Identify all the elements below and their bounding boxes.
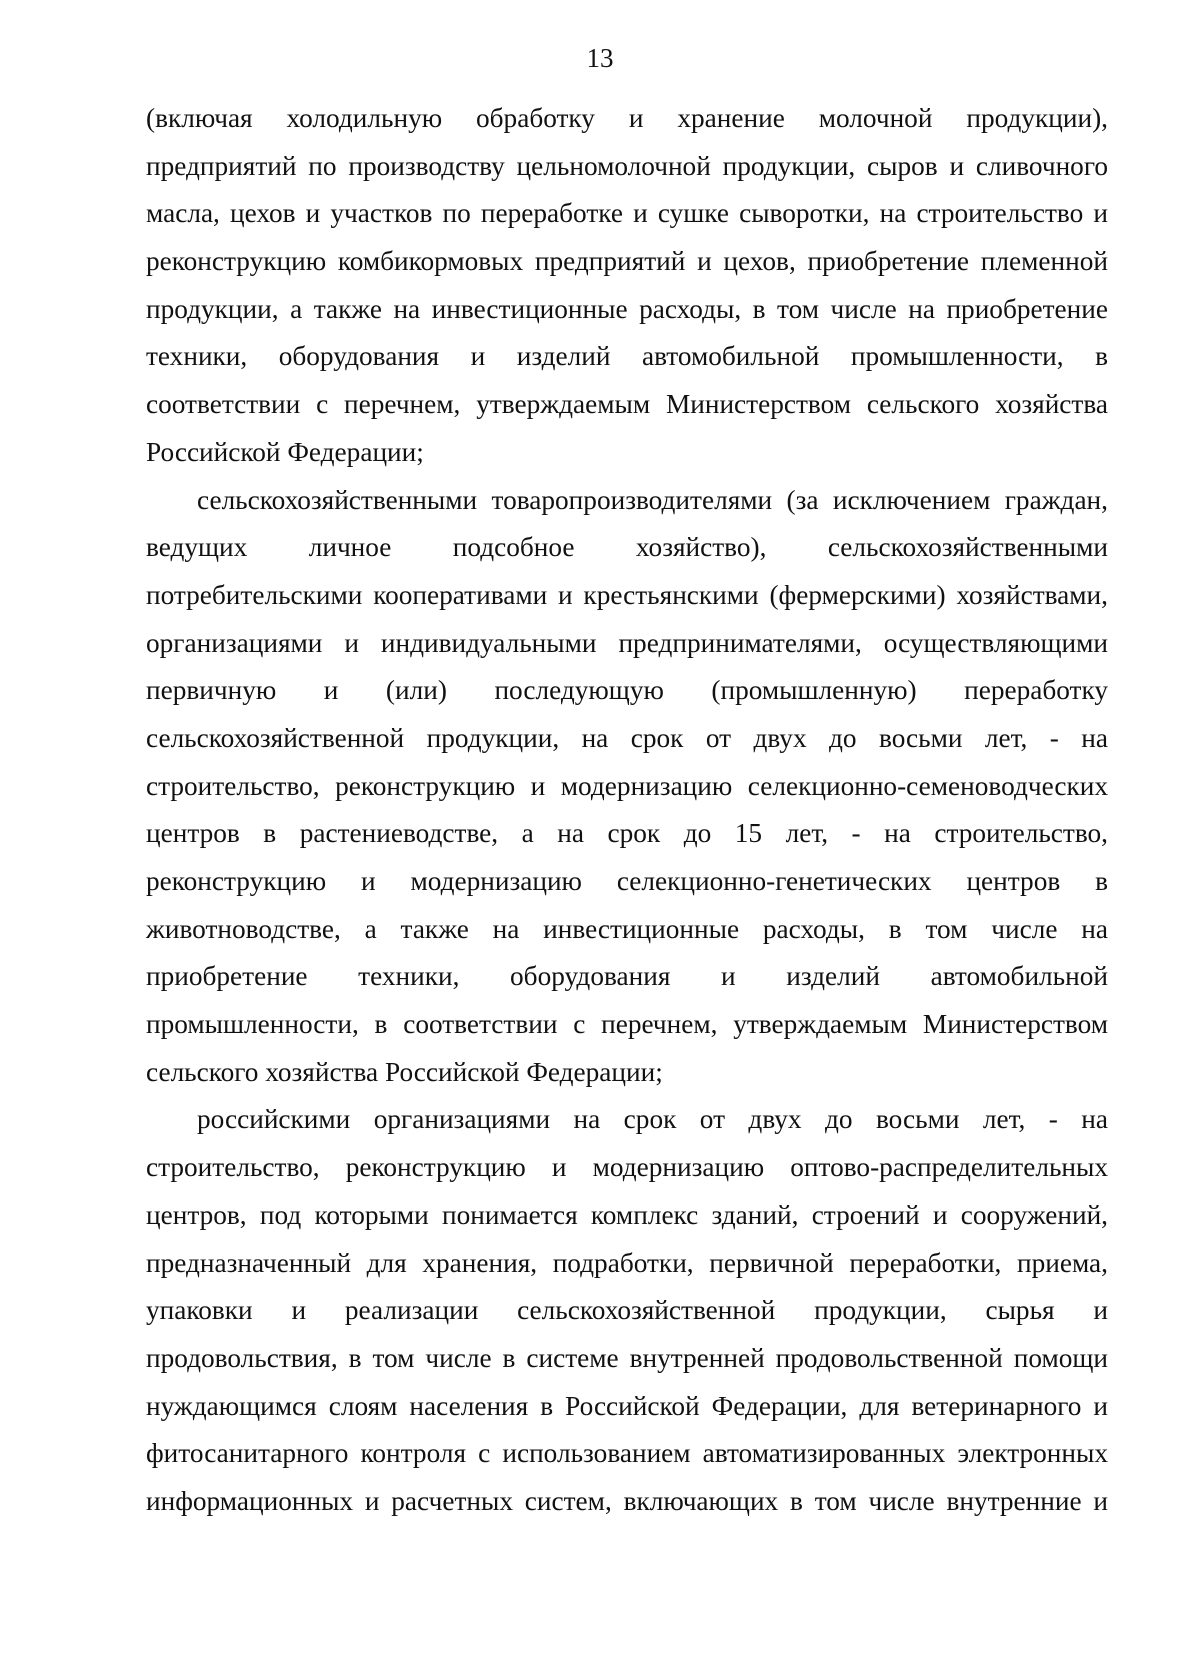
- document-body: [146, 95, 1108, 1526]
- text-line: ведущих личное подсобное хозяйство), сельскохозяйственными: [146, 532, 1108, 563]
- text-line: реконструкцию комбикормовых предприятий и цехов, приобретение племенной: [146, 246, 1108, 277]
- text-line: центров в растениеводстве, а на срок до 15 лет, - на строительство,: [146, 818, 1108, 849]
- text-line: сельскохозяйственной продукции, на срок от двух до восьми лет, - на: [146, 722, 1108, 753]
- text-line: предназначенный для хранения, подработки, первичной переработки, приема,: [146, 1247, 1108, 1278]
- page-number: 13: [586, 43, 614, 73]
- text-line: фитосанитарного контроля с использованием автоматизированных электронных: [146, 1438, 1108, 1469]
- paragraph: [146, 95, 1108, 477]
- text-line: организациями и индивидуальными предпринимателями, осуществляющими: [146, 627, 1108, 658]
- text-line: потребительскими кооперативами и крестьянскими (фермерскими) хозяйствами,: [146, 579, 1108, 610]
- text-line: центров, под которыми понимается комплекс зданий, строений и сооружений,: [146, 1199, 1108, 1230]
- text-line: реконструкцию и модернизацию селекционно-генетических центров в: [146, 866, 1108, 896]
- text-line: сельского хозяйства Российской Федерации;: [146, 1056, 663, 1087]
- text-line: животноводстве, а также на инвестиционные расходы, в том числе на: [146, 913, 1108, 944]
- paragraph: [146, 477, 1108, 1097]
- text-line: техники, оборудования и изделий автомобильной промышленности, в: [146, 341, 1108, 372]
- text-line: Российской Федерации;: [146, 436, 424, 467]
- text-line: масла, цехов и участков по переработке и сушке сыворотки, на строительство и: [146, 198, 1108, 229]
- text-line: информационных и расчетных систем, включающих в том числе внутренние и: [146, 1485, 1108, 1516]
- text-line: сельскохозяйственными товаропроизводителями (за исключением граждан,: [197, 484, 1108, 515]
- text-line: продовольствия, в том числе в системе внутренней продовольственной помощи: [146, 1342, 1108, 1373]
- text-line: предприятий по производству цельномолочной продукции, сыров и сливочного: [146, 150, 1108, 181]
- text-line: российскими организациями на срок от двух до восьми лет, - на: [197, 1104, 1108, 1135]
- text-line: упаковки и реализации сельскохозяйственной продукции, сырья и: [146, 1295, 1108, 1326]
- text-line: строительство, реконструкцию и модернизацию селекционно-семеноводческих: [146, 770, 1108, 801]
- text-line: приобретение техники, оборудования и изделий автомобильной: [146, 961, 1108, 992]
- text-line: строительство, реконструкцию и модернизацию оптово-распределительных: [146, 1152, 1108, 1183]
- paragraph: [146, 1096, 1108, 1525]
- text-line: первичную и (или) последующую (промышленную) переработку: [146, 675, 1108, 706]
- text-line: продукции, а также на инвестиционные расходы, в том числе на приобретение: [146, 293, 1108, 324]
- text-line: (включая холодильную обработку и хранение молочной продукции),: [146, 103, 1108, 133]
- text-line: промышленности, в соответствии с перечнем, утверждаемым Министерством: [146, 1009, 1108, 1040]
- text-line: нуждающимся слоям населения в Российской Федерации, для ветеринарного и: [146, 1390, 1108, 1421]
- text-line: соответствии с перечнем, утверждаемым Министерством сельского хозяйства: [146, 389, 1108, 420]
